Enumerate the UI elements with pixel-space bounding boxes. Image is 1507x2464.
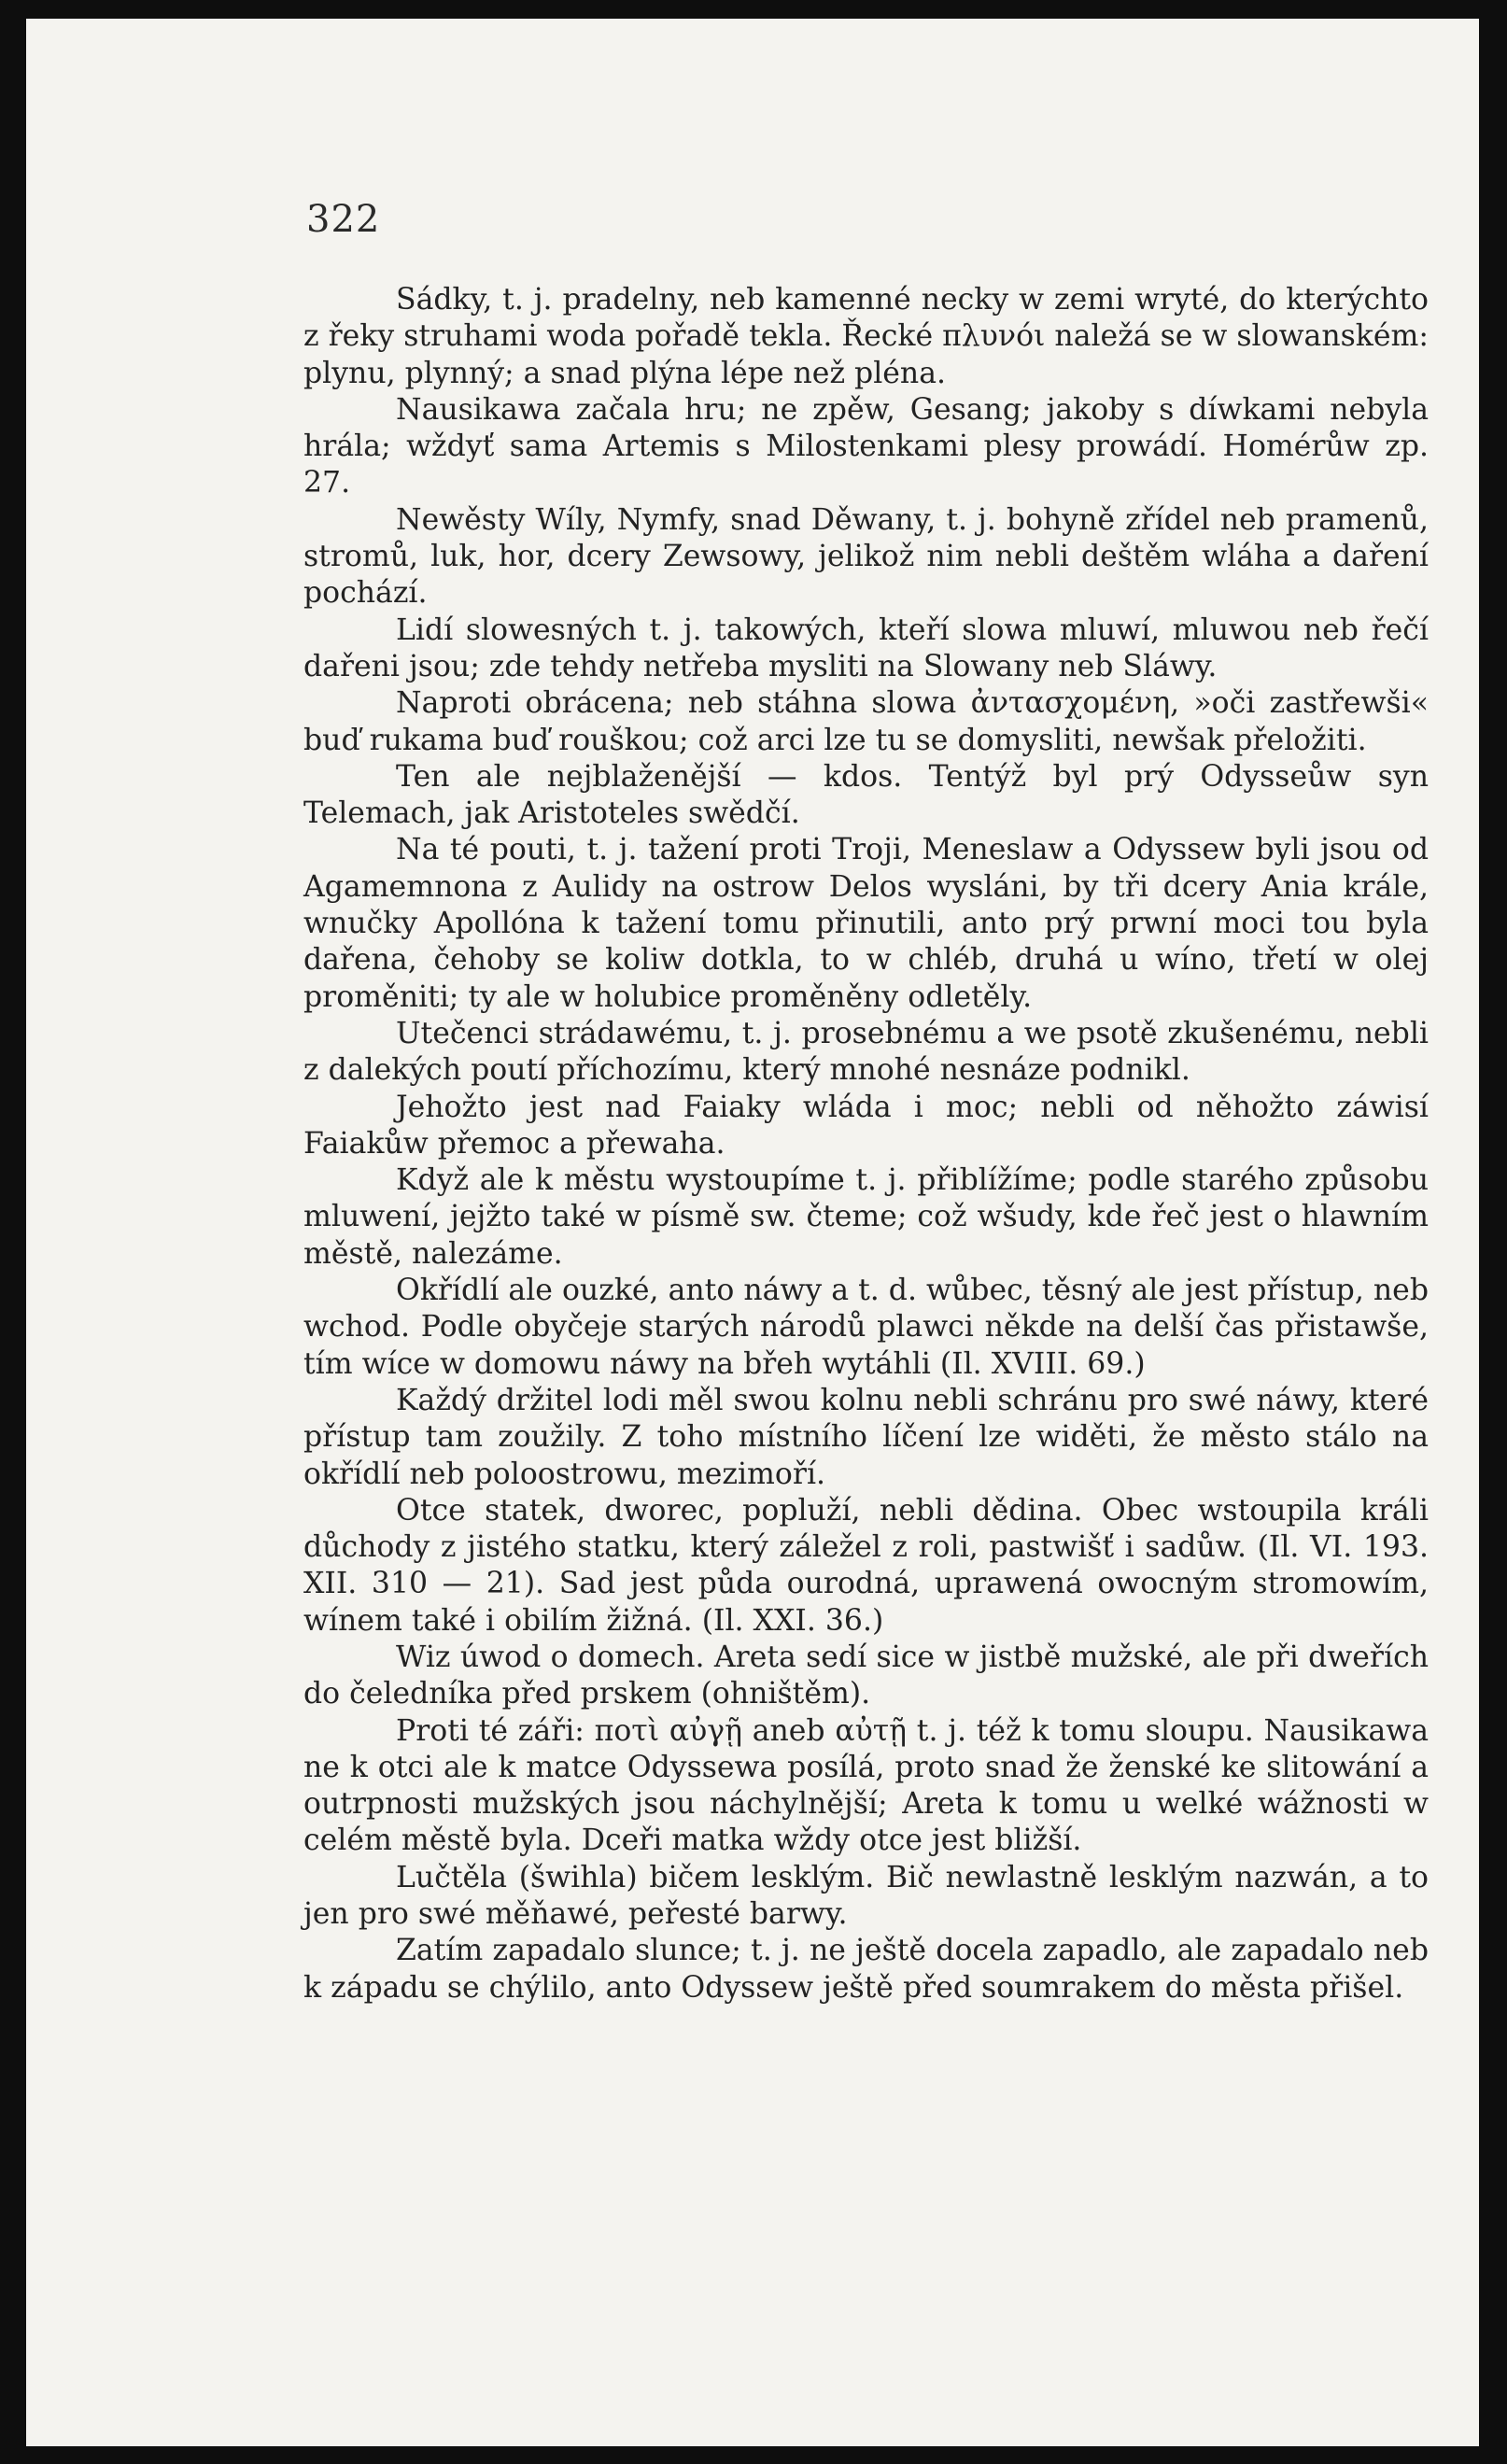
paragraph: Ten ale nejblaženější — kdos. Tentýž byl prý Odysseůw syn Telemach, jak Aristoteles swědčí. <box>303 759 1429 831</box>
paragraph: Sádky, t. j. pradelny, neb kamenné necky w zemi wryté, do kterýchto z řeky struhami woda pořadě tekla. Řecké πλυνόι naležá se w slowanském: plynu, plynný; a snad plýna lépe než pléna. <box>303 283 1429 390</box>
paragraph: Jehožto jest nad Faiaky wláda i moc; nebli od něhožto záwisí Faiakůw přemoc a přewaha. <box>303 1090 1429 1161</box>
page-number: 322 <box>306 198 381 241</box>
paragraph: Naproti obrácena; neb stáhna slowa ἀντασχομένη, »oči zastřewši« buď rukama buď rouškou; což arci lze tu se domysliti, newšak přeložiti. <box>303 686 1429 757</box>
paragraph: Wiz úwod o domech. Areta sedí sice w jistbě mužské, ale při dweřích do čeledníka před prskem (ohništěm). <box>303 1640 1429 1711</box>
paragraph: Lučtěla (šwihla) bičem lesklým. Bič newlastně lesklým nazwán, a to jen pro swé měňawé, peřesté barwy. <box>303 1860 1429 1932</box>
paragraph: Když ale k městu wystoupíme t. j. přiblížíme; podle starého způsobu mluwení, jejžto také w písmě sw. čteme; což wšudy, kde řeč jest o hlawním městě, nalezáme. <box>303 1163 1429 1271</box>
paragraph: Každý držitel lodi měl swou kolnu nebli schránu pro swé náwy, které přístup tam zoužily. Z toho místního líčení lze widěti, že město stálo na okřídlí neb poloostrowu, mezimoří. <box>303 1383 1429 1491</box>
paragraph: Lidí slowesných t. j. takowých, kteří slowa mluwí, mluwou neb řečí dařeni jsou; zde tehdy netřeba mysliti na Slowany neb Sláwy. <box>303 612 1429 683</box>
paragraph: Otce statek, dworec, popluží, nebli dědina. Obec wstoupila králi důchody z jistého statku, který záležel z roli, pastwišť i sadůw. (Il. VI. 193. XII. 310 — 21). Sad jest půda ourodná, uprawená owocným stromowím, wínem také i obilím žižná. (Il. XXI. 36.) <box>303 1493 1429 1638</box>
book-page <box>26 19 1479 2446</box>
paragraph: Okřídlí ale ouzké, anto náwy a t. d. wůbec, těsný ale jest přístup, neb wchod. Podle obyčeje starých národů plawci někde na delší čas přistawše, tím wíce w domowu náwy na břeh wytáhli (Il. XVIII. 69.) <box>303 1274 1429 1381</box>
paragraph: Utečenci strádawému, t. j. prosebnému a we psotě zkušenému, nebli z dalekých poutí příchozímu, který mnohé nesnáze podnikl. <box>303 1016 1429 1088</box>
paragraph: Newěsty Wíly, Nymfy, snad Děwany, t. j. bohyně zřídel neb pramenů, stromů, luk, hor, dcery Zewsowy, jelikož nim nebli deštěm wláha a daření pochází. <box>303 502 1429 611</box>
paragraph: Na té pouti, t. j. tažení proti Troji, Meneslaw a Odyssew byli jsou od Agamemnona z Aulidy na ostrow Delos wysláni, by tři dcery Ania krále, wnučky Apollóna k tažení tomu přinutili, anto prý prwní moci tou byla dařena, čehoby se koliw dotkla, to w chléb, druhá u wíno, třetí w olej proměniti; ty ale w holubice proměněny odletěly. <box>303 833 1429 1014</box>
paragraph: Proti té záři: ποτὶ αὐγῇ aneb αὐτῇ t. j. též k tomu sloupu. Nausikawa ne k otci ale k matce Odyssewa posílá, proto snad že ženské ke slitowání a outrpnosti mužských jsou náchylnější; Areta k tomu u welké wážnosti w celém městě byla. Dceři matka wždy otce jest bližší. <box>303 1713 1429 1858</box>
text-body <box>303 282 1429 2006</box>
paragraph: Zatím zapadalo slunce; t. j. ne ještě docela zapadlo, ale zapadalo neb k západu se chýlilo, anto Odyssew ještě před soumrakem do města přišel. <box>303 1934 1429 2005</box>
paragraph: Nausikawa začala hru; ne zpěw, Gesang; jakoby s díwkami nebyla hrála; wždyť sama Artemis s Milostenkami plesy prowádí. Homérůw zp. 27. <box>303 392 1429 500</box>
